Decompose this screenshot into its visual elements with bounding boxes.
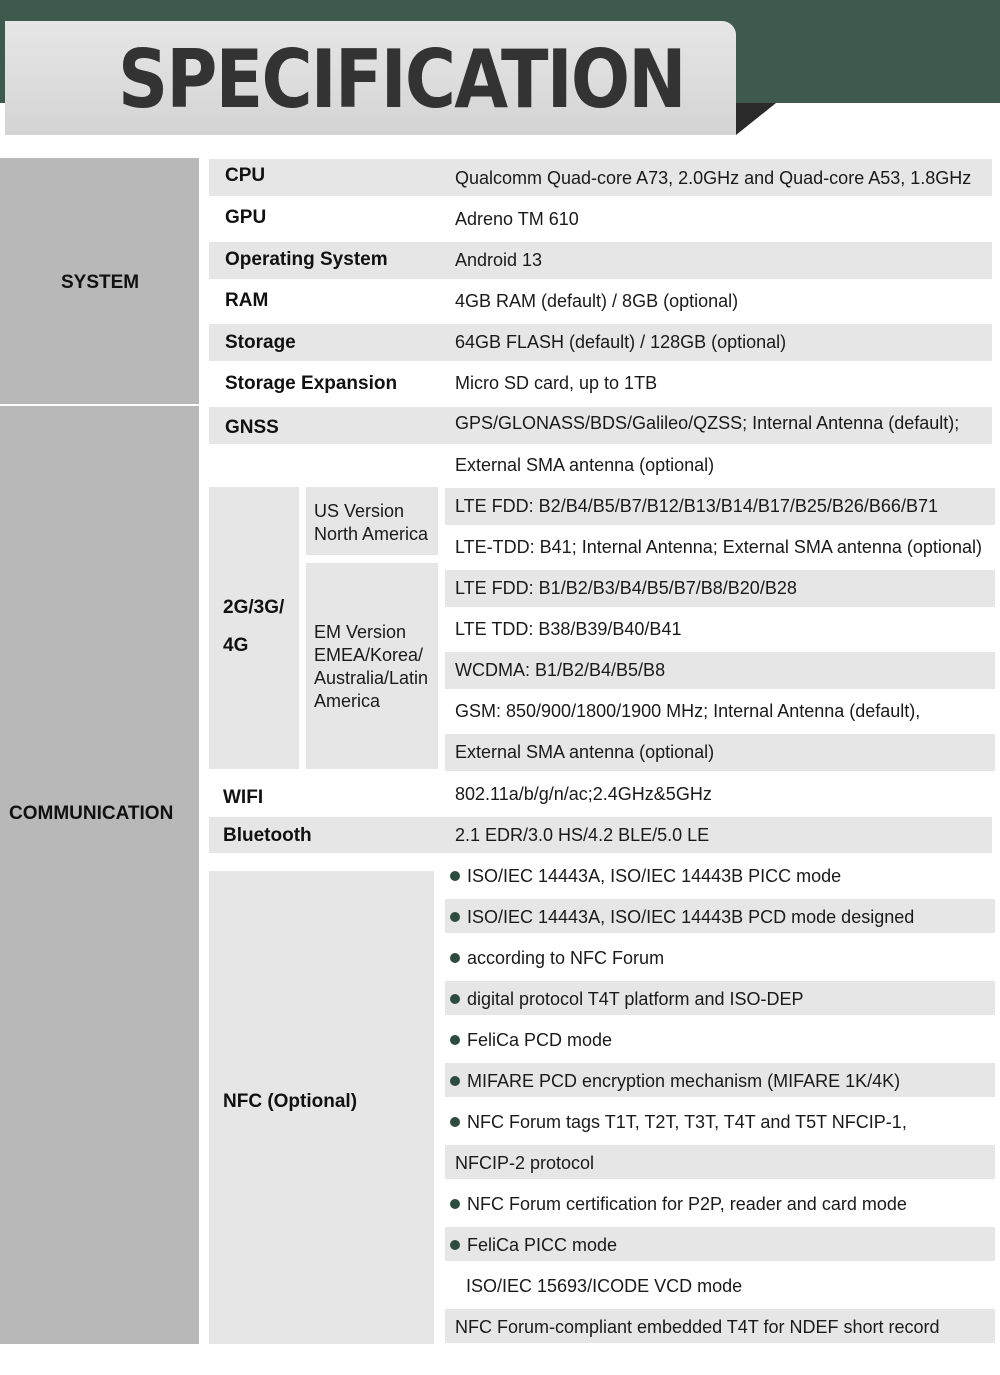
cellular-label: 2G/3G/ xyxy=(223,597,285,618)
em-band-line: LTE FDD: B1/B2/B3/B4/B5/B7/B8/B20/B28 xyxy=(455,578,797,598)
cellular-label-cell xyxy=(209,487,299,769)
section-communication-label: COMMUNICATION xyxy=(9,803,174,824)
bullet-icon xyxy=(450,994,460,1004)
nfc-feature: NFC Forum tags T1T, T2T, T3T, T4T and T5T NFCIP-1, xyxy=(450,1112,907,1133)
em-version-region: Australia/Latin xyxy=(314,668,429,688)
em-band-line: GSM: 850/900/1800/1900 MHz; Internal Antenna (default), xyxy=(455,701,921,721)
page-title: SPECIFICATION xyxy=(118,33,685,126)
gpu-label: GPU xyxy=(225,207,267,228)
bullet-icon xyxy=(450,1240,460,1250)
cellular-label: 4G xyxy=(223,635,249,656)
section-communication xyxy=(0,406,199,1344)
gnss-value-line: GPS/GLONASS/BDS/Galileo/QZSS; Internal Antenna (default); xyxy=(455,413,960,433)
nfc-label: NFC (Optional) xyxy=(223,1091,358,1112)
cpu-label: CPU xyxy=(225,165,266,186)
ram-label: RAM xyxy=(225,290,269,311)
bullet-icon xyxy=(450,1199,460,1209)
os-value: Android 13 xyxy=(455,250,543,270)
banner-shadow xyxy=(736,103,776,135)
us-version-label: US Version xyxy=(314,501,405,521)
os-label: Operating System xyxy=(225,249,388,270)
bluetooth-label: Bluetooth xyxy=(223,825,312,846)
em-band-line: External SMA antenna (optional) xyxy=(455,742,715,762)
nfc-feature: ISO/IEC 14443A, ISO/IEC 14443B PCD mode designed xyxy=(450,907,914,928)
storage-expansion-value: Micro SD card, up to 1TB xyxy=(455,373,658,393)
bullet-icon xyxy=(450,912,460,922)
nfc-feature: according to NFC Forum xyxy=(450,948,664,969)
bullet-icon xyxy=(450,871,460,881)
wifi-value: 802.11a/b/g/n/ac;2.4GHz&5GHz xyxy=(455,784,712,804)
storage-expansion-label: Storage Expansion xyxy=(225,373,398,394)
nfc-feature: ISO/IEC 14443A, ISO/IEC 14443B PICC mode xyxy=(450,866,841,887)
storage-value: 64GB FLASH (default) / 128GB (optional) xyxy=(455,332,787,352)
cpu-value: Qualcomm Quad-core A73, 2.0GHz and Quad-core A53, 1.8GHz xyxy=(455,168,972,188)
storage-label: Storage xyxy=(225,332,296,353)
bullet-icon xyxy=(450,953,460,963)
nfc-feature: NFC Forum certification for P2P, reader and card mode xyxy=(450,1194,907,1215)
wifi-label: WIFI xyxy=(223,787,264,808)
bullet-icon xyxy=(450,1035,460,1045)
nfc-feature: ISO/IEC 15693/ICODE VCD mode xyxy=(466,1276,743,1296)
ram-value: 4GB RAM (default) / 8GB (optional) xyxy=(455,291,739,311)
nfc-feature: FeliCa PCD mode xyxy=(450,1030,612,1051)
us-band-line: LTE FDD: B2/B4/B5/B7/B12/B13/B14/B17/B25/B26/B66/B71 xyxy=(455,496,938,516)
nfc-feature: digital protocol T4T platform and ISO-DEP xyxy=(450,989,804,1010)
gnss-value-line: External SMA antenna (optional) xyxy=(455,455,715,475)
em-band-line: LTE TDD: B38/B39/B40/B41 xyxy=(455,619,682,639)
bluetooth-value: 2.1 EDR/3.0 HS/4.2 BLE/5.0 LE xyxy=(455,825,710,845)
em-version-region: EMEA/Korea/ xyxy=(314,645,424,665)
nfc-feature: FeliCa PICC mode xyxy=(450,1235,617,1256)
em-version-region: America xyxy=(314,691,381,711)
bullet-icon xyxy=(450,1117,460,1127)
em-version-label: EM Version xyxy=(314,622,407,642)
gnss-label: GNSS xyxy=(225,417,279,438)
em-band-line: WCDMA: B1/B2/B4/B5/B8 xyxy=(455,660,666,680)
nfc-feature: MIFARE PCD encryption mechanism (MIFARE 1K/4K) xyxy=(450,1071,900,1092)
nfc-feature: NFC Forum-compliant embedded T4T for NDEF short record xyxy=(455,1317,940,1337)
gpu-value: Adreno TM 610 xyxy=(455,209,579,229)
section-system-label: SYSTEM xyxy=(61,272,140,293)
nfc-feature: NFCIP-2 protocol xyxy=(455,1153,595,1173)
bullet-icon xyxy=(450,1076,460,1086)
us-version-region: North America xyxy=(314,524,429,544)
us-band-line: LTE-TDD: B41; Internal Antenna; External SMA antenna (optional) xyxy=(455,537,982,557)
